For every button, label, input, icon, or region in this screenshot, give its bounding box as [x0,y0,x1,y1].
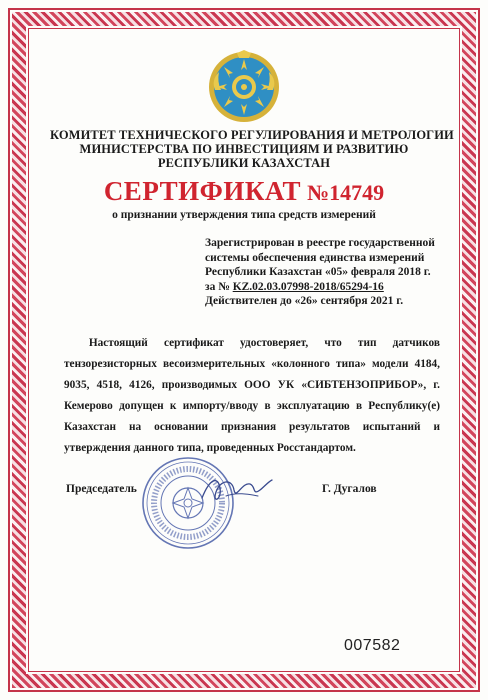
certificate-title-word: СЕРТИФИКАТ [103,176,302,206]
registry-number-line [205,280,455,295]
registry-number: KZ.02.03.07998-2018/65294-16 [232,280,384,293]
registry-line: Республики Казахстан «05» февраля 2018 г. [205,266,431,278]
registry-line: системы обеспечения единства измерений [205,251,425,264]
registry-line: Зарегистрирован в реестре государственной [205,237,435,249]
handwritten-signature-icon [196,470,276,510]
chairman-label: Председатель [66,483,137,495]
registry-block [205,236,455,309]
validity-line: Действителен до «26» сентября 2021 г. [205,295,404,307]
certificate-number: №14749 [307,180,385,205]
chairman-name: Г. Дугалов [322,483,377,495]
certificate-body-text: Настоящий сертификат удостоверяет, что тип датчиков тензорезисторных весоизмерительных «колонного типа» модели 4184, 9035, 4518, 4126, производимых ООО УК «СИБТЕНЗОПРИБОР», г. Кемерово допущен к импорту/вводу в эксплуатацию в Республику(е) Казахстан на основании признания результатов испытаний и утверждения данного типа, проведенных Росстандартом. [64,337,440,454]
committee-heading [50,128,454,170]
committee-line: КОМИТЕТ ТЕХНИЧЕСКОГО РЕГУЛИРОВАНИЯ И МЕТРОЛОГИИ [50,128,454,142]
committee-line: РЕСПУБЛИКИ КАЗАХСТАН [157,156,331,170]
certificate-title [60,176,428,207]
serial-number: 007582 [344,637,401,654]
committee-line: МИНИСТЕРСТВА ПО ИНВЕСТИЦИЯМ И РАЗВИТИЮ [79,142,409,156]
registry-number-prefix: за № [205,280,233,293]
state-emblem-icon [207,50,281,124]
certificate-subtitle: о признании утверждения типа средств измерений [112,209,376,221]
